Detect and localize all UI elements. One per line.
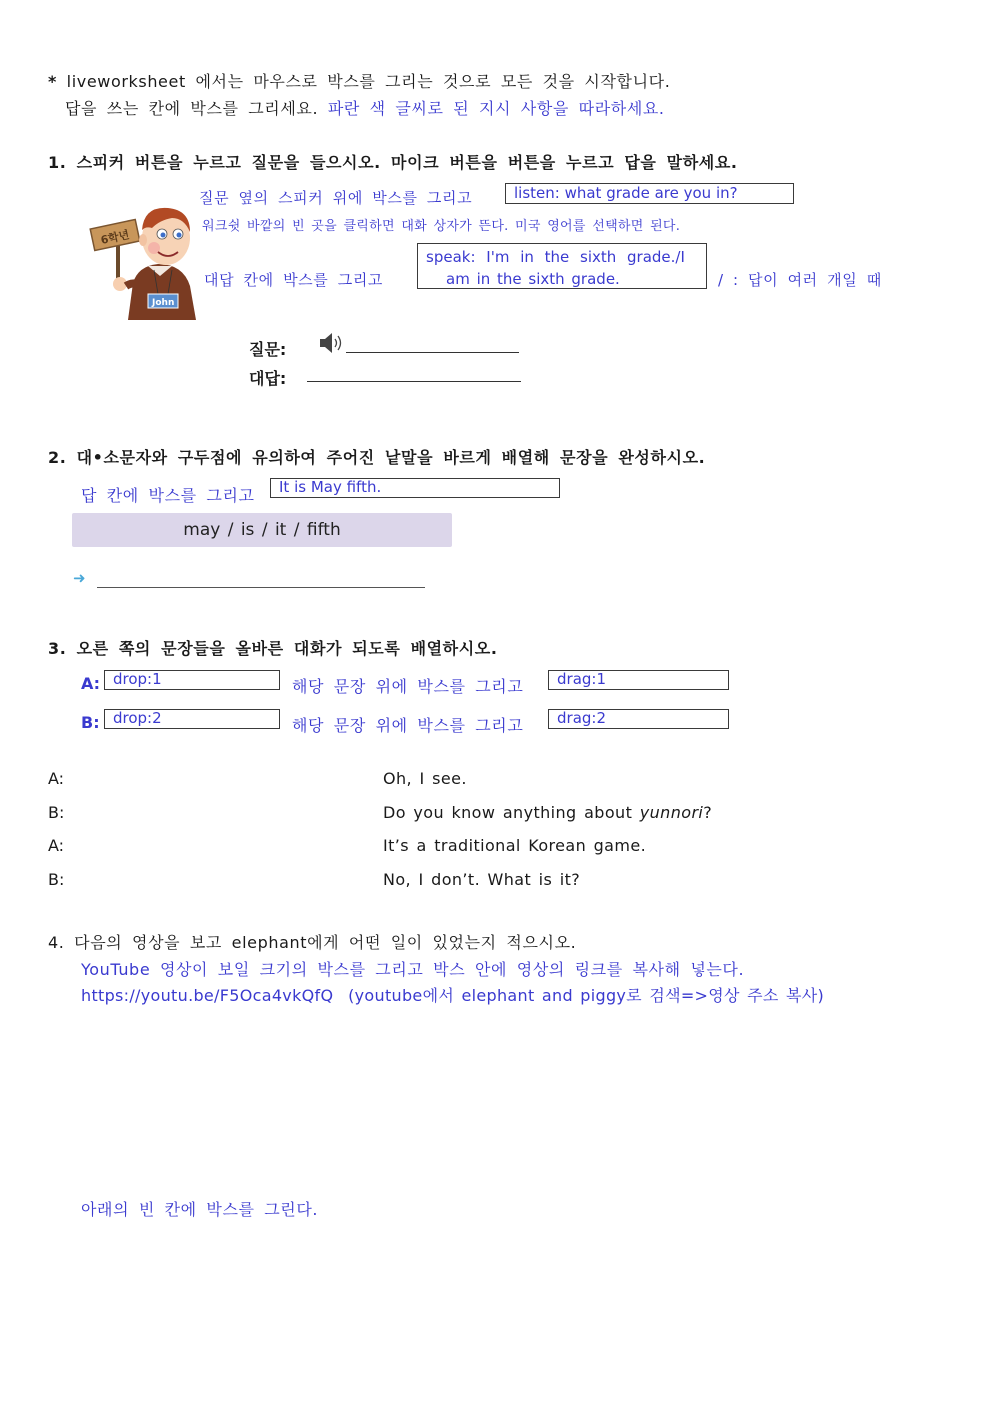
dialogue-speaker-4: B:: [48, 870, 65, 889]
q4-hint-2: https://youtu.be/F5Oca4vkQfQ (youtube에서 elephant and piggy로 검색=>영상 주소 복사): [81, 986, 825, 1005]
sentence-2-italic: yunnori: [639, 803, 704, 822]
dialogue-sentence-1[interactable]: Oh, I see.: [383, 769, 467, 788]
sentence-2-before: Do you know anything about: [383, 803, 640, 822]
q2-answer-underline[interactable]: [97, 587, 425, 588]
intro-text-2: 답을 쓰는 칸에 박스를 그리세요.: [65, 99, 319, 118]
listen-answer-box[interactable]: listen: what grade are you in?: [505, 183, 794, 204]
answer-blank-area[interactable]: [48, 1225, 948, 1395]
sentence-2-after: ?: [703, 803, 713, 822]
video-area[interactable]: [80, 1015, 920, 1185]
drop-box-1[interactable]: drop:1: [104, 670, 280, 690]
intro-instruction: 파란 색 글씨로 된 지시 사항을 따라하세요.: [327, 99, 665, 118]
arrow-icon: ➜: [73, 569, 86, 587]
q3-row-b-hint: 해당 문장 위에 박스를 그리고: [292, 716, 524, 735]
dialogue-sentence-2[interactable]: [383, 803, 712, 822]
answer-underline[interactable]: [307, 381, 521, 382]
speak-box-line-1: speak: I'm in the sixth grade./I: [426, 248, 685, 266]
q4-heading: [48, 930, 576, 953]
boy-illustration: [88, 198, 203, 320]
question-underline: [346, 352, 519, 353]
dialogue-speaker-2: B:: [48, 803, 65, 822]
drag-box-1[interactable]: drag:1: [548, 670, 729, 690]
dialogue-speaker-3: A:: [48, 836, 65, 855]
q4-title: 다음의 영상을 보고 elephant에게 어떤 일이 있었는지 적으시오.: [74, 933, 577, 952]
intro-line-2: [65, 96, 665, 119]
q1-dialog-hint: 워크쉿 바깥의 빈 곳을 클릭하면 대화 상자가 뜬다. 미국 영어를 선택하면 된다.: [202, 219, 681, 234]
svg-text:6학년: 6학년: [99, 228, 131, 247]
q1-title: 스피커 버튼을 누르고 질문을 들으시오. 마이크 버튼을 버튼을 누르고 답을 말하세요.: [76, 153, 738, 172]
q1-speak-hint: 대답 칸에 박스를 그리고: [204, 271, 384, 289]
q2-heading: [48, 445, 705, 468]
q3-number: 3.: [48, 639, 67, 658]
q2-hint: 답 칸에 박스를 그리고: [81, 486, 255, 505]
q3-row-a-speaker: A:: [81, 674, 101, 693]
question-label: 질문:: [249, 340, 287, 359]
q4-hint-1: YouTube 영상이 보일 크기의 박스를 그리고 박스 안에 영상의 링크를 복사해 넣는다.: [81, 960, 745, 979]
q4-number: 4.: [48, 933, 65, 952]
asterisk: *: [48, 72, 57, 91]
dialogue-sentence-4[interactable]: No, I don’t. What is it?: [383, 870, 581, 889]
answer-label: 대답:: [249, 369, 287, 388]
speaker-icon[interactable]: [318, 331, 346, 355]
q3-row-b-speaker: B:: [81, 713, 100, 732]
dialogue-speaker-1: A:: [48, 769, 65, 788]
q1-number: 1.: [48, 153, 67, 172]
speak-answer-box[interactable]: [417, 243, 707, 289]
intro-line-1: [48, 69, 670, 92]
q1-listen-hint: 질문 옆의 스피커 위에 박스를 그리고: [199, 189, 473, 207]
q2-title: 대•소문자와 구두점에 유의하여 주어진 낱말을 바르게 배열해 문장을 완성하시오.: [76, 448, 706, 467]
q2-number: 2.: [48, 448, 67, 467]
q3-title: 오른 쪽의 문장들을 올바른 대화가 되도록 배열하시오.: [76, 639, 498, 658]
q3-heading: [48, 636, 498, 659]
drag-box-2[interactable]: drag:2: [548, 709, 729, 729]
svg-text:John: John: [152, 298, 175, 308]
q4-hint-3: 아래의 빈 칸에 박스를 그린다.: [81, 1200, 319, 1219]
boy-with-sign-icon: [88, 198, 203, 320]
intro-text-1: liveworksheet 에서는 마우스로 박스를 그리는 것으로 모든 것을 시작합니다.: [66, 72, 671, 91]
speak-box-line-2: am in the sixth grade.: [446, 270, 620, 288]
q1-slash-hint: / : 답이 여러 개일 때: [718, 271, 882, 289]
q1-heading: [48, 150, 738, 173]
dialogue-sentence-3[interactable]: It’s a traditional Korean game.: [383, 836, 647, 855]
drop-box-2[interactable]: drop:2: [104, 709, 280, 729]
q3-row-a-hint: 해당 문장 위에 박스를 그리고: [292, 677, 524, 696]
q2-answer-box[interactable]: It is May fifth.: [270, 478, 560, 498]
scrambled-words: may / is / it / fifth: [72, 513, 452, 547]
